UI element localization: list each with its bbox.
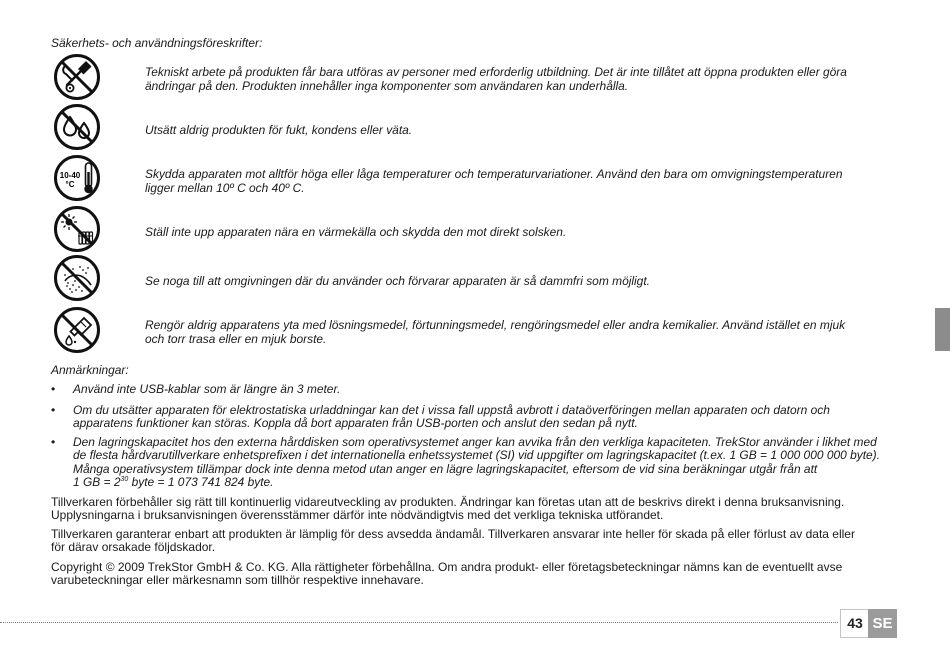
safety-heading-text: Säkerhets- och användningsföreskrifter:	[51, 36, 263, 50]
bullet-marker: •	[51, 403, 56, 417]
text-line: Skydda apparaten mot alltför höga eller låga temperaturer och temperaturvariationer. Använd den bara om omvigningstemperaturen	[145, 167, 843, 181]
safety-heading	[51, 36, 451, 50]
text-line: ändringar på den. Produkten innehåller inga komponenter som användaren kan underhålla.	[145, 79, 629, 93]
text-line: och torr trasa eller en mjuk borste.	[145, 332, 327, 346]
footer-dotted-rule	[0, 622, 838, 623]
note-item-3	[73, 436, 880, 489]
bullet-marker: •	[51, 435, 56, 449]
text-line: apparatens funktioner kan störas. Koppla då bort apparaten från USB-porten och anslut den sedan på nytt.	[73, 416, 638, 431]
no-heat-sunlight-icon	[53, 205, 101, 253]
text-line: Upplysningarna i bruksanvisningen överensstämmer därför inte nödvändigtvis med det verkliga tekniska utförandet.	[51, 508, 664, 523]
safety-text-3	[145, 167, 861, 195]
text-line: Utsätt aldrig produkten för fukt, kondens eller väta.	[145, 123, 413, 137]
bullet-marker: •	[51, 382, 56, 396]
text-line: Många operativsystem tillämpar dock inte denna metod utan anger en lägre lagringskapacitet, eftersom de vid sina beräkningar utgår från att	[73, 461, 818, 476]
text-line: för därav orsakade följdskador.	[51, 540, 216, 555]
page-number: 43	[840, 609, 869, 638]
notes-heading-text: Anmärkningar:	[51, 363, 129, 377]
no-dust-icon	[53, 254, 101, 302]
temperature-range-icon	[53, 154, 101, 202]
safety-text-5	[145, 274, 860, 288]
text-line: Ställ inte upp apparaten nära en värmekälla och skydda den mot direkt solsken.	[145, 225, 567, 239]
text-line: ligger mellan 10º C och 40º C.	[145, 181, 305, 195]
safety-text-2	[145, 123, 860, 137]
paragraph-copyright	[51, 561, 882, 588]
text-line: Tillverkaren garanterar enbart att produkten är lämplig för dess avsedda ändamål. Tillverkaren ansvarar inte heller för skada på eller förlust av data eller	[51, 527, 855, 541]
note-item-2	[73, 404, 849, 431]
text-line: Om du utsätter apparaten för elektrostatiska urladdningar kan det i vissa fall uppstå avbrott i dataöverföringen mellan apparaten och datorn och	[73, 403, 830, 417]
text-line: Tekniskt arbete på produkten får bara utföras av personer med erforderlig utbildning. Det är inte tillåtet att öppna produkten eller göra	[145, 65, 847, 79]
text-line: Se noga till att omgivningen där du använder och förvarar apparaten är så dammfri som möjligt.	[145, 274, 650, 288]
paragraph-warranty	[51, 528, 893, 555]
formula-result: byte = 1 073 741 824 byte.	[128, 474, 274, 489]
safety-text-4	[145, 225, 860, 239]
formula-exponent: 30	[120, 475, 129, 483]
paragraph-development	[51, 496, 895, 523]
safety-text-1	[145, 65, 857, 93]
no-chemicals-icon	[53, 306, 101, 354]
text-line: de flesta hårdvarutillverkare enhetsprefixen i det internationella enhetssystemet (SI) vid uppgifter om lagringskapacitet (t.ex. 1 GB = 1 000 000 000 byte).	[73, 448, 880, 463]
no-moisture-icon	[53, 103, 101, 151]
text-line: Rengör aldrig apparatens yta med lösningsmedel, förtunningsmedel, rengöringsmedel eller andra kemikalier. Använd istället en mjuk	[145, 318, 846, 332]
formula-line	[73, 476, 274, 489]
section-thumb-tab	[935, 308, 950, 351]
temperature-range-label: 10-40	[59, 171, 81, 180]
language-badge: SE	[868, 609, 897, 638]
text-line: Copyright © 2009 TrekStor GmbH & Co. KG. Alla rättigheter förbehållna. Om andra produkt- eller företagsbeteckningar nämns kan de eventuellt avse	[51, 560, 843, 574]
temperature-unit-label: °C	[65, 180, 75, 189]
text-line: Tillverkaren förbehåller sig rätt till kontinuerlig vidareutveckling av produkten. Ändringar kan företas utan att de beskrivs direkt i denna bruksanvisning.	[51, 495, 845, 509]
text-line: Den lagringskapacitet hos den externa hårddisken som operativsystemet anger kan avvika från den verkliga kapaciteten. TrekStor använder i likhet med	[73, 435, 877, 449]
text-line: Använd inte USB-kablar som är längre än 3 meter.	[73, 382, 341, 396]
note-item-1	[73, 383, 849, 396]
safety-text-6	[145, 318, 852, 346]
text-line: varubeteckningar eller märkesnamn som tillhör respektive innehavare.	[51, 573, 424, 588]
notes-heading	[51, 363, 351, 377]
formula-base: 1 GB = 2	[73, 474, 121, 489]
no-tools-icon	[53, 53, 101, 101]
